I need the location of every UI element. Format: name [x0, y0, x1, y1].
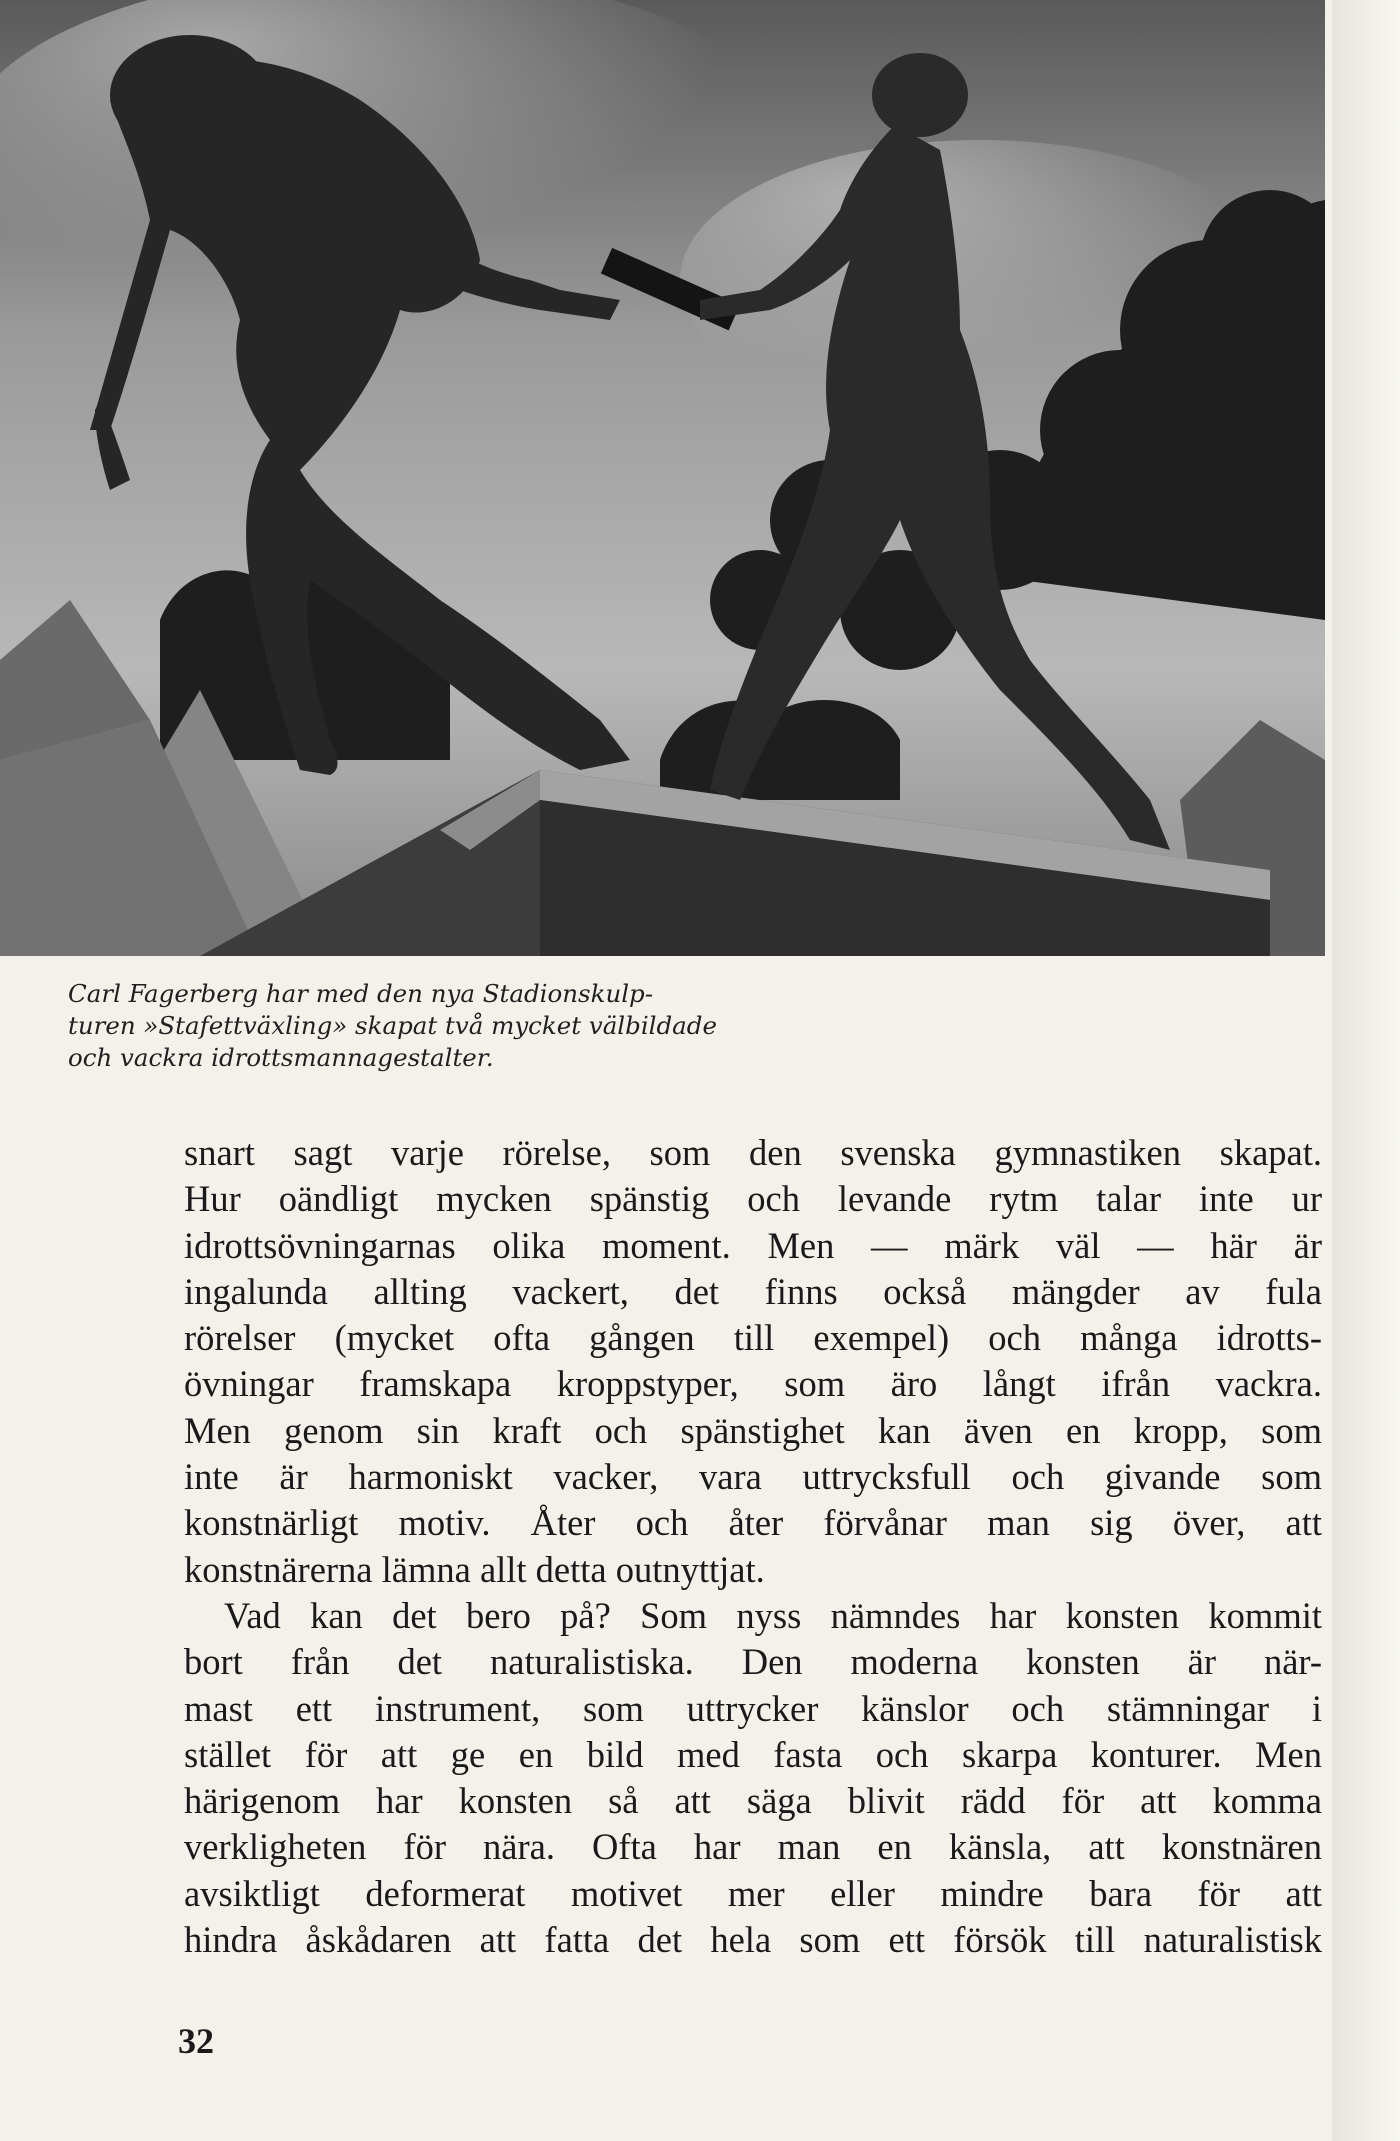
text-line: hindra åskådaren att fatta det hela som ett försök till naturalistisk: [184, 1919, 1322, 1961]
page-number: 32: [178, 2021, 214, 2061]
text-line: idrottsövningarnas olika moment. Men — märk väl — här är: [184, 1224, 1322, 1266]
sculpture-illustration: [0, 0, 1325, 956]
photo-caption: [68, 978, 788, 1074]
text-line: mast ett instrument, som uttrycker känslor och stämningar i: [184, 1687, 1322, 1729]
text-line: övningar framskapa kroppstyper, som äro långt ifrån vackra.: [184, 1363, 1322, 1405]
text-line: Hur oändligt mycken spänstig och levande rytm talar inte ur: [184, 1178, 1322, 1220]
body-text: [184, 1130, 1322, 1963]
text-line: konstnärligt motiv. Åter och åter förvånar man sig över, att: [184, 1502, 1322, 1544]
text-line: Men genom sin kraft och spänstighet kan även en kropp, som: [184, 1409, 1322, 1451]
page-edge: [1332, 0, 1400, 2141]
text-line: rörelser (mycket ofta gången till exempel) och många idrotts-: [184, 1317, 1322, 1359]
text-line: snart sagt varje rörelse, som den svenska gymnastiken skapat.: [184, 1132, 1322, 1173]
text-line: Vad kan det bero på? Som nyss nämndes har konsten kommit: [224, 1594, 1322, 1636]
text-line: verkligheten för nära. Ofta har man en känsla, att konstnären: [184, 1826, 1322, 1868]
sculpture-photo: [0, 0, 1325, 956]
text-line: konstnärerna lämna allt detta outnyttjat.: [184, 1548, 765, 1590]
text-line: ingalunda allting vackert, det finns också mängder av fula: [184, 1270, 1322, 1312]
text-line: bort från det naturalistiska. Den moderna konsten är när-: [184, 1641, 1322, 1683]
text-line: inte är harmoniskt vacker, vara uttrycksfull och givande som: [184, 1456, 1322, 1498]
caption-line: Carl Fagerberg har med den nya Stadionskulp-: [68, 979, 654, 1008]
text-line: härigenom har konsten så att säga blivit rädd för att komma: [184, 1780, 1322, 1822]
caption-line: turen »Stafettväxling» skapat två mycket välbildade: [68, 1011, 717, 1040]
text-line: avsiktligt deformerat motivet mer eller mindre bara för att: [184, 1872, 1322, 1914]
caption-line: och vackra idrottsmannagestalter.: [68, 1043, 494, 1072]
text-line: stället för att ge en bild med fasta och skarpa konturer. Men: [184, 1733, 1322, 1775]
